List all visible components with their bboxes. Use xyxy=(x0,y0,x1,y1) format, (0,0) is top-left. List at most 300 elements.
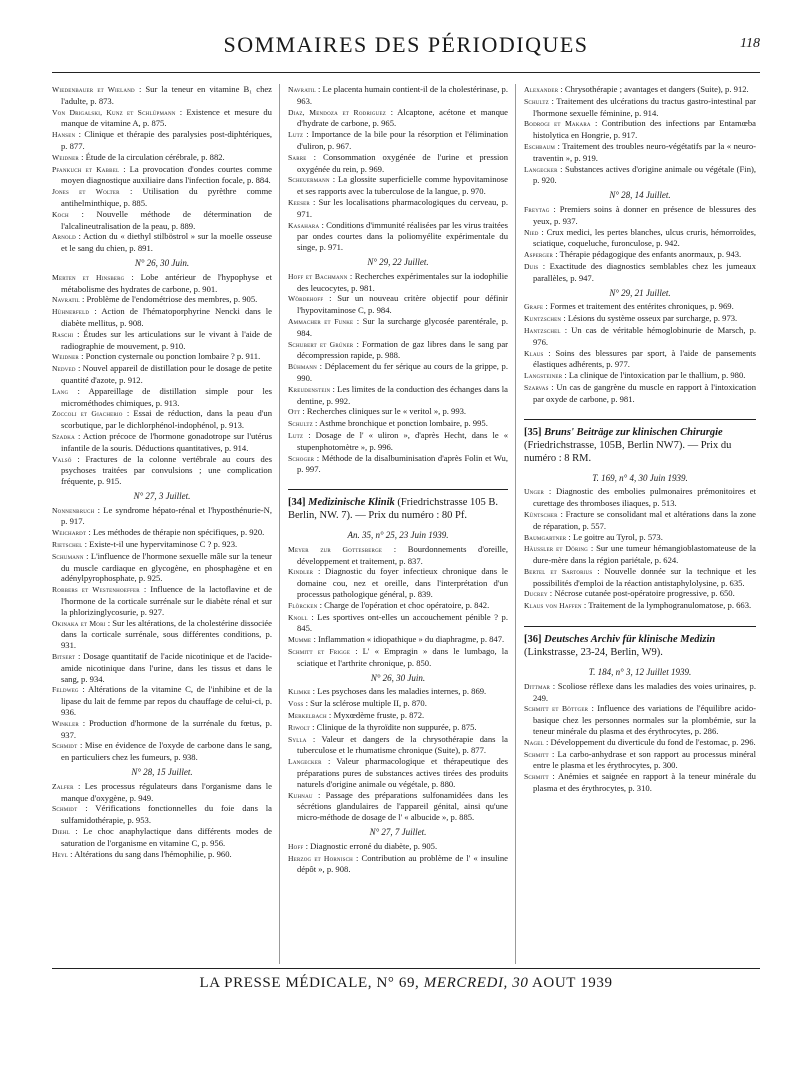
issue-heading: N° 28, 14 Juillet. xyxy=(609,190,671,201)
article-authors: Schmitt xyxy=(524,772,549,782)
article-entry xyxy=(524,588,756,600)
article-title: : Essai de réduction, dans la peau d'un scorbutique, par le dichlorphénol-indophénol, p. 913. xyxy=(61,408,272,431)
article-title: : Crux medici, les pertes blanches, ulcus cruris, hémorroïdes, sciatique, coqueluche, furonculose, p. 942. xyxy=(533,226,756,249)
article-entry xyxy=(288,756,508,789)
article-authors: Lang xyxy=(52,386,69,396)
article-title: : Recherches expérimentales sur la iodophilie des leucocytes, p. 981. xyxy=(297,270,508,293)
article-authors: Schultz xyxy=(288,419,313,429)
article-entry xyxy=(52,431,272,454)
article-entry xyxy=(52,329,272,352)
issue-heading: An. 35, n° 25, 23 Juin 1939. xyxy=(347,530,449,541)
article-title: : Diagnostic des embolies pulmonaires prémonitoires et curettage des thromboses iliaques, p. 513. xyxy=(533,486,756,509)
article-authors: Schmitt xyxy=(524,749,549,759)
article-authors: Schoger xyxy=(288,453,315,463)
article-title: : Asthme bronchique et ponction lombaire, p. 995. xyxy=(315,418,488,429)
article-title: : Existence et mesure du manque de vitamine A, p. 875. xyxy=(61,106,272,129)
article-title: : Ponction cysternale ou ponction lombaire ? p. 911. xyxy=(81,351,261,362)
article-authors: Sylla xyxy=(288,734,307,744)
article-entry xyxy=(52,306,272,329)
article-title: : Sur les altérations, de la cholestérine dissociée dans la corticale surrénale, sous différentes conditions, p. 931. xyxy=(61,617,272,651)
article-entry xyxy=(288,361,508,384)
article-entry xyxy=(288,107,508,130)
article-authors: Jones et Wolter xyxy=(52,187,120,197)
article-entry xyxy=(52,826,272,849)
article-title: : Valeur pharmacologique et thérapeutique des préparations pures de substances actives tirées des produits naturels d'origine animale ou végétale, p. 880. xyxy=(297,756,508,789)
article-authors: Wiedenbauer et Wieland xyxy=(52,85,135,94)
article-entry xyxy=(52,740,272,763)
article-title: : Recherches cliniques sur le « veritol », p. 993. xyxy=(302,406,467,417)
article-authors: Rietschel xyxy=(52,540,83,550)
article-entry xyxy=(52,505,272,528)
article-entry xyxy=(52,584,272,617)
article-title: : Lobe antérieur de l'hypophyse et métabolisme des hydrates de carbone, p. 901. xyxy=(61,271,272,294)
article-authors: Lutz xyxy=(288,130,304,140)
article-title: : Action précoce de l'hormone gonadotrope sur l'utérus infantile de la souris. Déductions quantitatives, p. 914. xyxy=(61,430,272,453)
article-authors: Knoll xyxy=(288,612,308,622)
article-title: : Nouvel appareil de distillation pour le dosage de petite quantité d'azote, p. 912. xyxy=(61,363,272,385)
article-entry xyxy=(288,734,508,757)
article-entry xyxy=(52,651,272,684)
issue-heading: N° 27, 3 Juillet. xyxy=(133,490,191,501)
article-title: : Bourdonnements d'oreille, développement et traitement, p. 837. xyxy=(297,543,508,566)
article-entry xyxy=(524,566,756,589)
article-entry xyxy=(524,532,756,544)
issue-heading: N° 28, 15 Juillet. xyxy=(131,767,193,778)
article-entry xyxy=(52,363,272,386)
journal-number: [34] xyxy=(288,497,306,509)
article-authors: Merkelbach xyxy=(288,711,327,721)
article-authors: Lutz xyxy=(288,430,304,440)
article-authors: Navratil xyxy=(52,295,80,305)
article-title: : Passage des préparations sulfonamidées dans les sécrétions glandulaires de l'appareil génital, ainsi qu'une micro-méthode de dosage de l' « albucide », p. 885. xyxy=(297,789,508,823)
article-entry xyxy=(52,231,272,254)
article-title: : Diagnostic du foyer infectieux chronique dans le domaine cou, nez et oreille, dans l'interprétation d'un processus pathologique général, p. 839. xyxy=(297,566,508,600)
article-authors: Heyl xyxy=(52,849,69,859)
article-authors: Bühmann xyxy=(288,362,317,372)
article-entry xyxy=(524,227,756,250)
article-title: : Nouvelle donnée sur la technique et les possibilités d'emploi de la réaction antistaphylolysine, p. 635. xyxy=(533,565,756,588)
article-authors: Bodrogi et Makara xyxy=(524,119,591,129)
article-authors: Hansen xyxy=(52,130,76,140)
article-entry xyxy=(524,204,756,227)
article-title: : Substances actives d'origine animale ou végétale (Fin), p. 920. xyxy=(533,163,756,186)
journal-number: [35] xyxy=(524,426,542,438)
article-title: : Altérations de la vitamine C, de l'inhibine et de la lipase du lait de femme par repos du chauffage de celui-ci, p. 936. xyxy=(61,684,272,718)
article-authors: Zalfer xyxy=(52,781,74,791)
article-authors: Schumann xyxy=(52,551,84,561)
article-entry xyxy=(524,118,756,141)
article-entry xyxy=(524,301,756,313)
article-authors: Mumme xyxy=(288,635,312,645)
issue-heading: T. 169, n° 4, 30 Juin 1939. xyxy=(592,472,688,483)
page-title: SOMMAIRES DES PÉRIODIQUES xyxy=(223,32,589,57)
article-authors: Klaus xyxy=(524,348,544,358)
article-entry xyxy=(52,386,272,409)
article-title: : La provocation d'ondes courtes comme moyen diagnostique auxiliaire dans l'infection focale, p. 884. xyxy=(61,163,272,186)
article-authors: Schmidt xyxy=(52,804,78,814)
article-title: : Sur la teneur en vitamine B₁ chez l'adulte, p. 873. xyxy=(61,84,272,106)
article-authors: Meyer zur Gottesberge xyxy=(288,544,383,554)
article-entry xyxy=(288,853,508,876)
article-title: : Premiers soins à donner en présence de blessures des yeux, p. 937. xyxy=(533,203,756,226)
article-entry xyxy=(524,313,756,325)
article-entry xyxy=(288,293,508,316)
article-title: : La glossite superficielle comme hypovitaminose et ses rapports avec la tuberculose de la langue, p. 970. xyxy=(297,174,508,197)
article-authors: Schubert et Grüner xyxy=(288,339,354,349)
article-entry xyxy=(52,539,272,551)
article-entry xyxy=(52,527,272,539)
article-title: : Influence de la lactoflavine et de l'hormone de la corticale surrénale sur le diabète rénal et sur la phlorizinglycosurie, p. 927. xyxy=(61,584,272,617)
article-entry xyxy=(524,249,756,261)
article-title: : Étude de la circulation cérébrale, p. 882. xyxy=(81,151,225,162)
article-entry xyxy=(524,96,756,119)
article-entry xyxy=(524,84,756,96)
article-authors: Langecker xyxy=(524,164,558,174)
section-gap xyxy=(288,475,508,481)
page-footer xyxy=(52,975,760,992)
section-gap xyxy=(524,612,756,618)
article-entry xyxy=(288,430,508,453)
article-entry xyxy=(52,351,272,363)
article-authors: Szadka xyxy=(52,431,75,441)
article-title: : Un cas de véritable hémoglobinurie de Marsch, p. 976. xyxy=(533,324,756,347)
article-title: : Mise en évidence de l'oxyde de carbone dans le sang, en particuliers chez les fumeurs, p. 938. xyxy=(61,740,272,763)
article-title: : Traitement de la lymphogranulomatose, p. 663. xyxy=(583,600,752,611)
article-title: : Myxœdème fruste, p. 872. xyxy=(328,710,425,721)
article-title: : Charge de l'opération et choc opératoire, p. 842. xyxy=(319,599,490,610)
article-authors: Weidner xyxy=(52,352,79,362)
article-authors: Voss xyxy=(288,699,304,709)
article-title: : Méthode de la disalbuminisation d'après Folin et Wu, p. 997. xyxy=(297,452,508,475)
article-authors: Langsteiner xyxy=(524,371,563,381)
footer-rule xyxy=(52,968,760,969)
journal-number: [36] xyxy=(524,634,542,646)
article-title: : Le placenta humain contient-il de la cholestérinase, p. 963. xyxy=(297,84,508,106)
article-authors: Schultz xyxy=(524,96,549,106)
article-authors: Schmitt et Frigge xyxy=(288,647,351,657)
article-entry xyxy=(288,84,508,107)
article-entry xyxy=(288,384,508,407)
article-authors: Herzog et Hornisch xyxy=(288,853,353,863)
article-entry xyxy=(52,152,272,164)
article-entry xyxy=(288,129,508,152)
article-entry xyxy=(288,197,508,220)
article-title: : Dosage quantitatif de l'acide nicotinique et de l'acide-amide nicotinique dans l'urine, dans les tissus et dans le sang, p. 934. xyxy=(61,651,272,684)
article-authors: Klaus von Haffen xyxy=(524,601,582,611)
article-entry xyxy=(524,737,756,749)
article-entry xyxy=(52,718,272,741)
article-authors: Nedved xyxy=(52,364,76,374)
article-authors: Feldweg xyxy=(52,685,79,695)
article-entry xyxy=(288,686,508,698)
page-number: 118 xyxy=(740,36,760,51)
article-entry xyxy=(288,544,508,567)
footer-month-year: AOUT 1939 xyxy=(532,975,613,991)
column-separator xyxy=(279,84,280,964)
article-entry xyxy=(52,209,272,232)
article-entry xyxy=(524,703,756,736)
article-authors: Koch xyxy=(52,209,69,219)
footer-day: 30 xyxy=(512,975,529,991)
article-title: : Contribution des infections par Entamœba histolytica en Hongrie, p. 917. xyxy=(533,118,756,141)
article-title: : Les psychoses dans les maladies internes, p. 869. xyxy=(312,686,487,697)
article-authors: Freytag xyxy=(524,204,550,214)
article-authors: Diehl xyxy=(52,827,70,836)
article-authors: Kuntzschen xyxy=(524,314,562,324)
issue-heading: T. 184, n° 3, 12 Juillet 1939. xyxy=(588,667,692,678)
article-authors: Eschbaum xyxy=(524,141,555,151)
article-authors: Nied xyxy=(524,227,539,237)
article-title: : Importance de la bile pour la résorption et l'élimination d'uliron, p. 967. xyxy=(297,129,508,151)
issue-heading: N° 27, 7 Juillet. xyxy=(369,827,427,838)
article-entry xyxy=(52,107,272,130)
article-title: : Inflammation « idiopathique » du diaphragme, p. 847. xyxy=(313,634,505,645)
article-title: : Valeur et dangers de la chrysothérapie dans la tuberculose et le rhumatisme chronique (Suite), p. 877. xyxy=(297,733,508,756)
article-title: : Traitement des ulcérations du tractus gastro-intestinal par l'hormone sexuelle féminine, p. 914. xyxy=(533,95,756,118)
article-entry xyxy=(288,220,508,253)
article-authors: Weichardt xyxy=(52,528,87,538)
article-entry xyxy=(52,684,272,717)
article-authors: Kindler xyxy=(288,567,314,577)
article-authors: Küntscher xyxy=(524,509,558,519)
article-entry xyxy=(524,600,756,612)
article-title: : Altérations du sang dans l'hémophilie, p. 960. xyxy=(70,848,232,859)
article-title: : Existe-t-il une hypervitaminose C ? p. 923. xyxy=(84,539,238,550)
article-authors: Bertel et Sartorius xyxy=(524,566,593,576)
article-entry xyxy=(288,710,508,722)
article-title: : Influence des variations de l'équilibre acido-basique chez les personnes normales sur la plombémie, sur la teneur minérale du plasma et des érythrocytes, p. 286. xyxy=(533,703,756,737)
article-title: : Vérifications fonctionnelles du foie dans la sulfamidothérapie, p. 953. xyxy=(61,803,272,826)
footer-weekday: MERCREDI, xyxy=(423,975,508,991)
article-authors: Weidner xyxy=(52,152,79,162)
article-title: : La carbo-anhydrase et son rapport au processus minéral entre le plasma et les érythrocytes, p. 300. xyxy=(533,748,756,771)
article-authors: Von Drigalski, Kunz et Schlüpmann xyxy=(52,107,176,117)
article-authors: Bitsert xyxy=(52,652,76,662)
article-entry xyxy=(288,790,508,823)
article-entry xyxy=(524,382,756,405)
article-authors: Ducrey xyxy=(524,589,548,599)
article-authors: Hoff et Bachmann xyxy=(288,271,348,281)
journal-name: Bruns' Beiträge zur klinischen Chirurgie xyxy=(544,426,723,438)
journal-name: Deutsches Archiv für klinische Medizin xyxy=(544,634,716,646)
article-authors: Navratil xyxy=(288,85,316,94)
article-title: : Fracture se consolidant mal et altérations dans la zone de réparation, p. 557. xyxy=(533,508,756,531)
article-title: : Les limites de la conduction des échanges dans la dentine, p. 992. xyxy=(297,383,508,406)
article-entry xyxy=(52,803,272,826)
header-rule xyxy=(52,72,760,73)
article-entry xyxy=(524,681,756,704)
article-title: : Dosage de l' « uliron », d'après Hecht, dans le « stupenphotomètre », p. 996. xyxy=(297,429,508,452)
article-title: : Développement du diverticule du fond de l'estomac, p. 296. xyxy=(545,736,756,747)
article-entry xyxy=(52,84,272,107)
journal-heading xyxy=(288,489,508,522)
article-entry xyxy=(524,348,756,371)
article-authors: Alexander xyxy=(524,85,559,94)
article-authors: Pfankuch et Kabbel xyxy=(52,164,120,174)
column-2 xyxy=(288,84,508,964)
article-entry xyxy=(524,370,756,382)
article-title: : Sur les localisations pharmacologiques du cerveau, p. 971. xyxy=(297,196,508,219)
article-authors: Szarvas xyxy=(524,382,549,392)
article-authors: Wördehoff xyxy=(288,294,324,304)
article-title: : Soins des blessures par sport, à l'aide de pansements élastiques adhérents, p. 977. xyxy=(533,347,756,370)
article-title: : Clinique de la thyroïdite non suppurée, p. 875. xyxy=(312,721,477,732)
article-authors: Ott xyxy=(288,407,301,417)
article-authors: Okinaka et Mori xyxy=(52,618,106,628)
article-authors: Grafe xyxy=(524,302,544,312)
article-title: : Études sur les articulations sur le vivant à l'aide de radiographie de mouvement, p. 910. xyxy=(61,328,272,351)
article-title: : La clinique de l'intoxication par le thallium, p. 980. xyxy=(564,370,746,381)
article-entry xyxy=(524,325,756,348)
article-title: : Le syndrome hépato-rénal et l'hyposthénurie-N, p. 917. xyxy=(61,504,272,527)
journal-details: (Friedrichstrasse, 105B, Berlin NW7). — Prix du numéro : 8 RM. xyxy=(524,439,732,464)
article-authors: Riwolt xyxy=(288,722,310,732)
article-title: : Sur une tumeur hémangioblastomateuse de la dure-mère dans la région pariétale, p. 624. xyxy=(533,543,756,566)
article-entry xyxy=(52,454,272,487)
article-authors: Sarre xyxy=(288,152,307,162)
article-title: : Nécrose cutanée post-opératoire progressive, p. 650. xyxy=(549,588,735,599)
article-title: : Un cas de gangrène du muscle en rapport à l'intoxication par oxyde de carbone, p. 981. xyxy=(533,381,756,404)
article-authors: Langecker xyxy=(288,757,322,767)
article-authors: Hantzschel xyxy=(524,325,561,335)
article-authors: Baumgartner xyxy=(524,532,567,542)
article-title: : Fractures de la colonne vertébrale au cours des psychoses traitées par convulsions ; une complication fréquente, p. 915. xyxy=(61,453,272,487)
article-title: : Sur la sclérose multiple II, p. 870. xyxy=(305,698,427,709)
article-authors: Scheuermann xyxy=(288,175,330,185)
article-authors: Robbers et Westenhoeffer xyxy=(52,585,140,595)
article-entry xyxy=(524,261,756,284)
article-title: : Clinique et thérapie des paralysies post-diphtériques, p. 877. xyxy=(61,129,272,151)
article-entry xyxy=(288,174,508,197)
issue-heading: N° 29, 21 Juillet. xyxy=(609,287,671,298)
journal-name: Medizinische Klinik xyxy=(308,497,395,509)
article-entry xyxy=(288,566,508,599)
article-entry xyxy=(52,294,272,306)
article-title: : Sur la surcharge glycosée parentérale, p. 984. xyxy=(297,315,508,338)
article-authors: Nagel xyxy=(524,737,544,747)
issue-heading: N° 26, 30 Juin. xyxy=(370,672,426,683)
article-entry xyxy=(288,634,508,646)
section-gap xyxy=(524,405,756,411)
article-title: : L'influence de l'hormone sexuelle mâle sur la teneur du muscle cardiaque en glycogène, en phosphagène et en adénylpyrophosphate, p. 925. xyxy=(61,550,272,584)
article-entry xyxy=(52,551,272,584)
article-title: : Exactitude des diagnostics semblables chez les jumeaux parallèles, p. 947. xyxy=(533,260,756,283)
footer-journal: LA PRESSE MÉDICALE, N° 69, xyxy=(199,975,420,991)
article-entry xyxy=(288,453,508,476)
article-title: : Lésions du système osseux par surcharge, p. 973. xyxy=(563,313,738,324)
article-title: : Action de l'hématoporphyrine Nencki dans le diabète mellitus, p. 908. xyxy=(61,306,272,328)
article-authors: Merten et Hinsberg xyxy=(52,272,125,282)
article-title: : Alcaptone, acétone et manque d'hydrate de carbone, p. 965. xyxy=(297,106,508,129)
article-authors: Valsö xyxy=(52,454,72,464)
article-authors: Häussler et Döring xyxy=(524,544,588,554)
article-title: : Conditions d'immunité réalisées par les virus traitées par ondes courtes dans la poliomyélite expérimentale du singe, p. 971. xyxy=(297,219,508,253)
article-authors: Nonnenbruch xyxy=(52,505,95,515)
article-title: : Les méthodes de thérapie non spécifiques, p. 920. xyxy=(88,527,265,538)
article-entry xyxy=(288,152,508,175)
journal-details: (Linkstrasse, 23-24, Berlin, W9). xyxy=(524,647,663,659)
article-authors: Flörcken xyxy=(288,600,318,610)
article-authors: Ammacher et Funke xyxy=(288,316,354,326)
article-authors: Kasahara xyxy=(288,220,320,230)
article-entry xyxy=(52,164,272,187)
column-1 xyxy=(52,84,272,964)
article-entry xyxy=(288,841,508,853)
article-title: : Formation de gaz libres dans le sang par décompression rapide, p. 988. xyxy=(297,338,508,361)
issue-heading: N° 26, 30 Juin. xyxy=(134,257,190,268)
article-entry xyxy=(524,509,756,532)
article-authors: Duis xyxy=(524,261,539,271)
article-authors: Zoccoli et Giacherio xyxy=(52,409,123,419)
article-authors: Dittmar xyxy=(524,681,551,691)
article-authors: Kuhnau xyxy=(288,790,313,800)
article-title: : Appareillage de distillation simple pour les microméthodes chimiques, p. 913. xyxy=(61,385,272,408)
article-entry xyxy=(52,186,272,209)
article-entry xyxy=(52,129,272,152)
article-authors: Raschi xyxy=(52,329,74,339)
article-entry xyxy=(524,164,756,187)
article-entry xyxy=(52,408,272,431)
article-entry xyxy=(288,698,508,710)
article-title: : Le goitre au Tyrol, p. 573. xyxy=(568,531,663,542)
article-title: : Les processus régulateurs dans l'organisme dans le manque d'oxygène, p. 949. xyxy=(61,780,272,803)
article-title: : Le choc anaphylactique dans différents modes de saturation de l'organisme en vitamine C, p. 956. xyxy=(61,826,272,848)
article-entry xyxy=(288,600,508,612)
article-entry xyxy=(288,612,508,635)
article-title: : Anémies et saignée en rapport à la teneur minérale du plasma et des érythrocytes, p. 310. xyxy=(533,771,756,794)
article-entry xyxy=(288,418,508,430)
article-title: : Thérapie pédagogique des enfants anormaux, p. 943. xyxy=(555,249,742,260)
article-authors: Unger xyxy=(524,487,545,497)
article-authors: Keeser xyxy=(288,197,310,207)
journal-heading xyxy=(524,626,756,659)
article-title: : Les sportives ont-elles un accouchement pénible ? p. 845. xyxy=(297,611,508,634)
article-authors: Schmidt xyxy=(52,741,78,751)
article-entry xyxy=(288,646,508,669)
article-title: : Production d'hormone de la surrénale du fœtus, p. 937. xyxy=(61,717,272,740)
article-entry xyxy=(52,272,272,295)
article-authors: Asperger xyxy=(524,250,554,260)
article-authors: Schmitt et Böttger xyxy=(524,704,589,714)
article-authors: Hühnerfeld xyxy=(52,307,90,317)
article-authors: Kreudenstein xyxy=(288,384,331,394)
article-entry xyxy=(288,316,508,339)
article-title: : Traitement des troubles neuro-végétatifs par la « neuro-traventin », p. 919. xyxy=(533,140,756,163)
article-entry xyxy=(288,339,508,362)
journal-heading xyxy=(524,419,756,465)
article-entry xyxy=(52,618,272,651)
column-3 xyxy=(524,84,756,964)
article-entry xyxy=(288,722,508,734)
page-header xyxy=(52,28,760,68)
article-title: : Contribution au problème de l' « insuline dépôt », p. 908. xyxy=(297,852,508,875)
article-title: : Nouvelle méthode de détermination de l'alcalineutralisation de la peau, p. 889. xyxy=(61,208,272,231)
article-authors: Diaz, Mendoza et Rodriguez xyxy=(288,107,386,117)
article-title: : Diagnostic erroné du diabète, p. 905. xyxy=(305,840,438,851)
article-entry xyxy=(524,771,756,794)
article-entry xyxy=(524,749,756,772)
article-title: : Problème de l'endométriose des membres, p. 905. xyxy=(81,294,258,305)
article-title: : Sur un nouveau critère objectif pour définir l'hypovitaminose C, p. 984. xyxy=(297,293,508,316)
column-separator xyxy=(515,84,516,964)
article-title: : Utilisation du pyrèthre comme antihelminthique, p. 885. xyxy=(61,186,272,208)
article-title: : Déplacement du fer sérique au cours de la grippe, p. 990. xyxy=(297,361,508,383)
article-entry xyxy=(524,543,756,566)
article-authors: Arnold xyxy=(52,232,76,242)
article-authors: Klimke xyxy=(288,687,311,697)
article-title: : L' « Empragin » dans le lumbago, la sciatique et l'arthrite chronique, p. 850. xyxy=(297,646,508,668)
article-authors: Hoff xyxy=(288,841,304,851)
